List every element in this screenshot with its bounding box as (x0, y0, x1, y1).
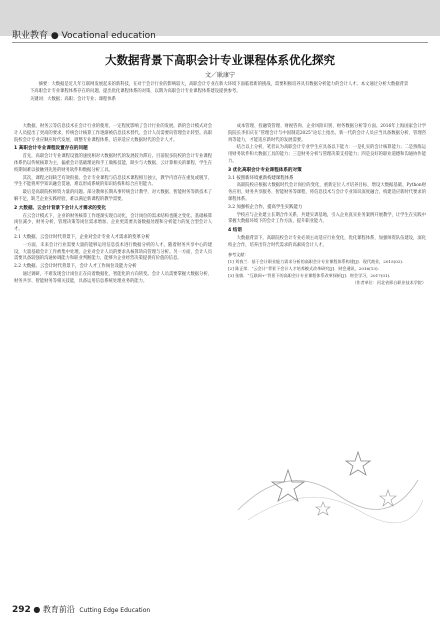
left-column (14, 124, 212, 287)
journal-name-en: Cutting Edge Education (79, 607, 151, 614)
section-heading: 3.1 按照新环境重新构建课程体系 (228, 175, 294, 181)
abstract-block (30, 82, 410, 104)
section-label: 职业教育 ● Vocational education (12, 31, 156, 41)
right-column (228, 124, 426, 288)
section-heading: 3 优化高职会计专业课程体系的对策 (228, 167, 302, 173)
paragraph: 大数据背景下，高职院校会计专业必须主动适应行业变化，优化课程体系，加强师资队伍建设，深化校企合作，培养出符合时代需求的高素质会计人才。 (228, 235, 426, 248)
author-affiliation: （作者单位：河北省邢台职业技术学院） (352, 280, 426, 286)
paragraph: 结合以上分析，笔者认为高职会计专业学生应具备以下能力：一是扎实的会计核算能力；二是熟练运用财务软件和大数据工具的能力；三是财务分析与管理决策支持能力；四是良好的职业道德和沟通协作能力。 (228, 145, 426, 164)
paragraph: 通过调研，不难发现会计岗位正在向着数据化、智能化的方向转变。会计人员需要掌握大数据分析、财务共享、智能财务等相关技能，具备运用信息系统处理业务的能力。 (14, 271, 212, 284)
paragraph: 大数据、财务云等信息技术在会计行业的使用，一定程度影响了会计行业的发展。新的会计模式对会计人员提出了更高的要求，传统会计核算工作逐渐被信息技术替代，会计人员需要向管理会计转型。高职院校会计专业应顺应时代发展，调整专业课程体系，培养适应大数据时代的会计人才。 (14, 124, 212, 143)
page-number: 292 (12, 605, 31, 615)
star-decoration-icon (228, 440, 426, 536)
paragraph: 其次，课程之间缺乏有效衔接。会计专业课程与信息技术课程相互独立，教学内容存在重复或脱节，学生不能将所学知识融会贯通，难以形成系统的知识结构和综合应用能力。 (14, 175, 212, 188)
article-title: 大数据背景下高职会计专业课程体系优化探究 (105, 53, 335, 67)
references-title: 参考文献： (228, 251, 249, 257)
paragraph: 最后是高职院校师资力量的问题。部分教师长期从事传统会计教学，对大数据、智能财务等新技术了解不足，缺乏企业实践经验，难以满足新课程的教学需要。 (14, 190, 212, 202)
references-list (228, 252, 426, 287)
article-author: 文／耿康宁 (204, 72, 235, 79)
reference-item: [3] 张敏．“互联网+”背景下的高职会计专业课程体系改革探析[J]．财会学习，2017(01)． (228, 273, 394, 279)
paragraph: 成本管理、投融资管理、财税咨询、企业风险识别、财务数据分析等方面。2016年上海国家会计学院院长李扣庆在“管理会计与中国制造2025”论坛上指出，新一代的会计人员应当具备数据分析、管理咨询等能力，才能适应新时代的发展需要。 (228, 124, 426, 143)
reference-item: [2] 陈正荣．“云会计”背景下会计人才培养模式改革研究[J]．财会通讯，2016(13)． (228, 265, 382, 271)
section-heading: 2 大数据、云会计背景下会计人才需求的变化 (14, 205, 107, 211)
section-heading: 4 结语 (228, 228, 242, 234)
paragraph: 首先，高职会计专业课程设置的速度相对大数据时代的发展较为滞后。目前很多院校的会计专业课程体系仍以传统核算为主，偏重会计基础理论和手工做账技能，缺少与大数据、云计算相关的课程，学生在校期间难以接触到先进的财务软件和数据分析工具。 (14, 154, 212, 173)
page-header (0, 0, 440, 50)
paragraph: 一方面，未来会计行业需要大量的能够运用信息技术进行数据分析的人才。随着财务共享中心的建设，大量基础会计工作被集中处理，企业对会计人员的要求从核算转向管理与分析。另一方面，会计人员需要具备较强的沟通协调能力和职业判断能力，能够为企业经营决策提供有价值的信息。 (14, 242, 212, 262)
reference-item: [1] 刘春兰．基于会计职业能力需求分析的高职会计专业课程体系构建[J]．现代商业，2015(02)． (228, 258, 407, 264)
header-rule (12, 42, 428, 43)
page-footer (12, 604, 150, 615)
paragraph: 学校应与企业建立长期合作关系，共建实训基地，引入企业真实业务案例开展教学，让学生在实践中掌握大数据环境下的会计工作方法，提升职业能力。 (228, 212, 426, 225)
journal-name: 教育前沿 (42, 605, 75, 614)
paragraph: 在云会计模式下，企业的财务核算工作逐渐实现自动化，会计岗位的需求结构也随之变化。基础核算岗位减少，财务分析、管理决策等岗位需求增加，企业更需要具备数据处理和分析能力的复合型会计人才。 (14, 213, 212, 233)
keywords-text: 关键词：大数据；高职；会计专业；课程体系 (30, 97, 116, 103)
section-heading: 3.2 加强校企合作，提高学生实践能力 (228, 204, 303, 210)
section-heading: 2.1 大数据、云会计时代背景下，企业对会计专业人才需求的变革分析 (14, 234, 150, 240)
journal-bullet: ● (33, 605, 43, 614)
paragraph: 高职院校应根据大数据时代会计岗位的变化，重新定位人才培养目标，增设大数据基础、Python财务应用、财务共享服务、智能财务等课程，将信息技术与会计专业知识深度融合，构建适应新时代要求的课程体系。 (228, 183, 426, 202)
section-heading: 1 高职会计专业课程设置存在的问题 (14, 146, 88, 152)
abstract-text: 摘要：大数据是近几年互联网发展起来的新科技，在对于会计行业的影响较大，高职会计专业在新大环境下面临着新的挑战，需要积极培养具有数据分析能力的会计人才。本文通过分析大数据背景下高职会计专业课程体系存在的问题，提出优化课程体系的对策，以期为高职会计专业课程体系建设提供参考。 (30, 82, 409, 94)
section-heading: 2.2 大数据、云会计时代背景下，会计人才工作岗位及能力分析 (14, 264, 137, 270)
